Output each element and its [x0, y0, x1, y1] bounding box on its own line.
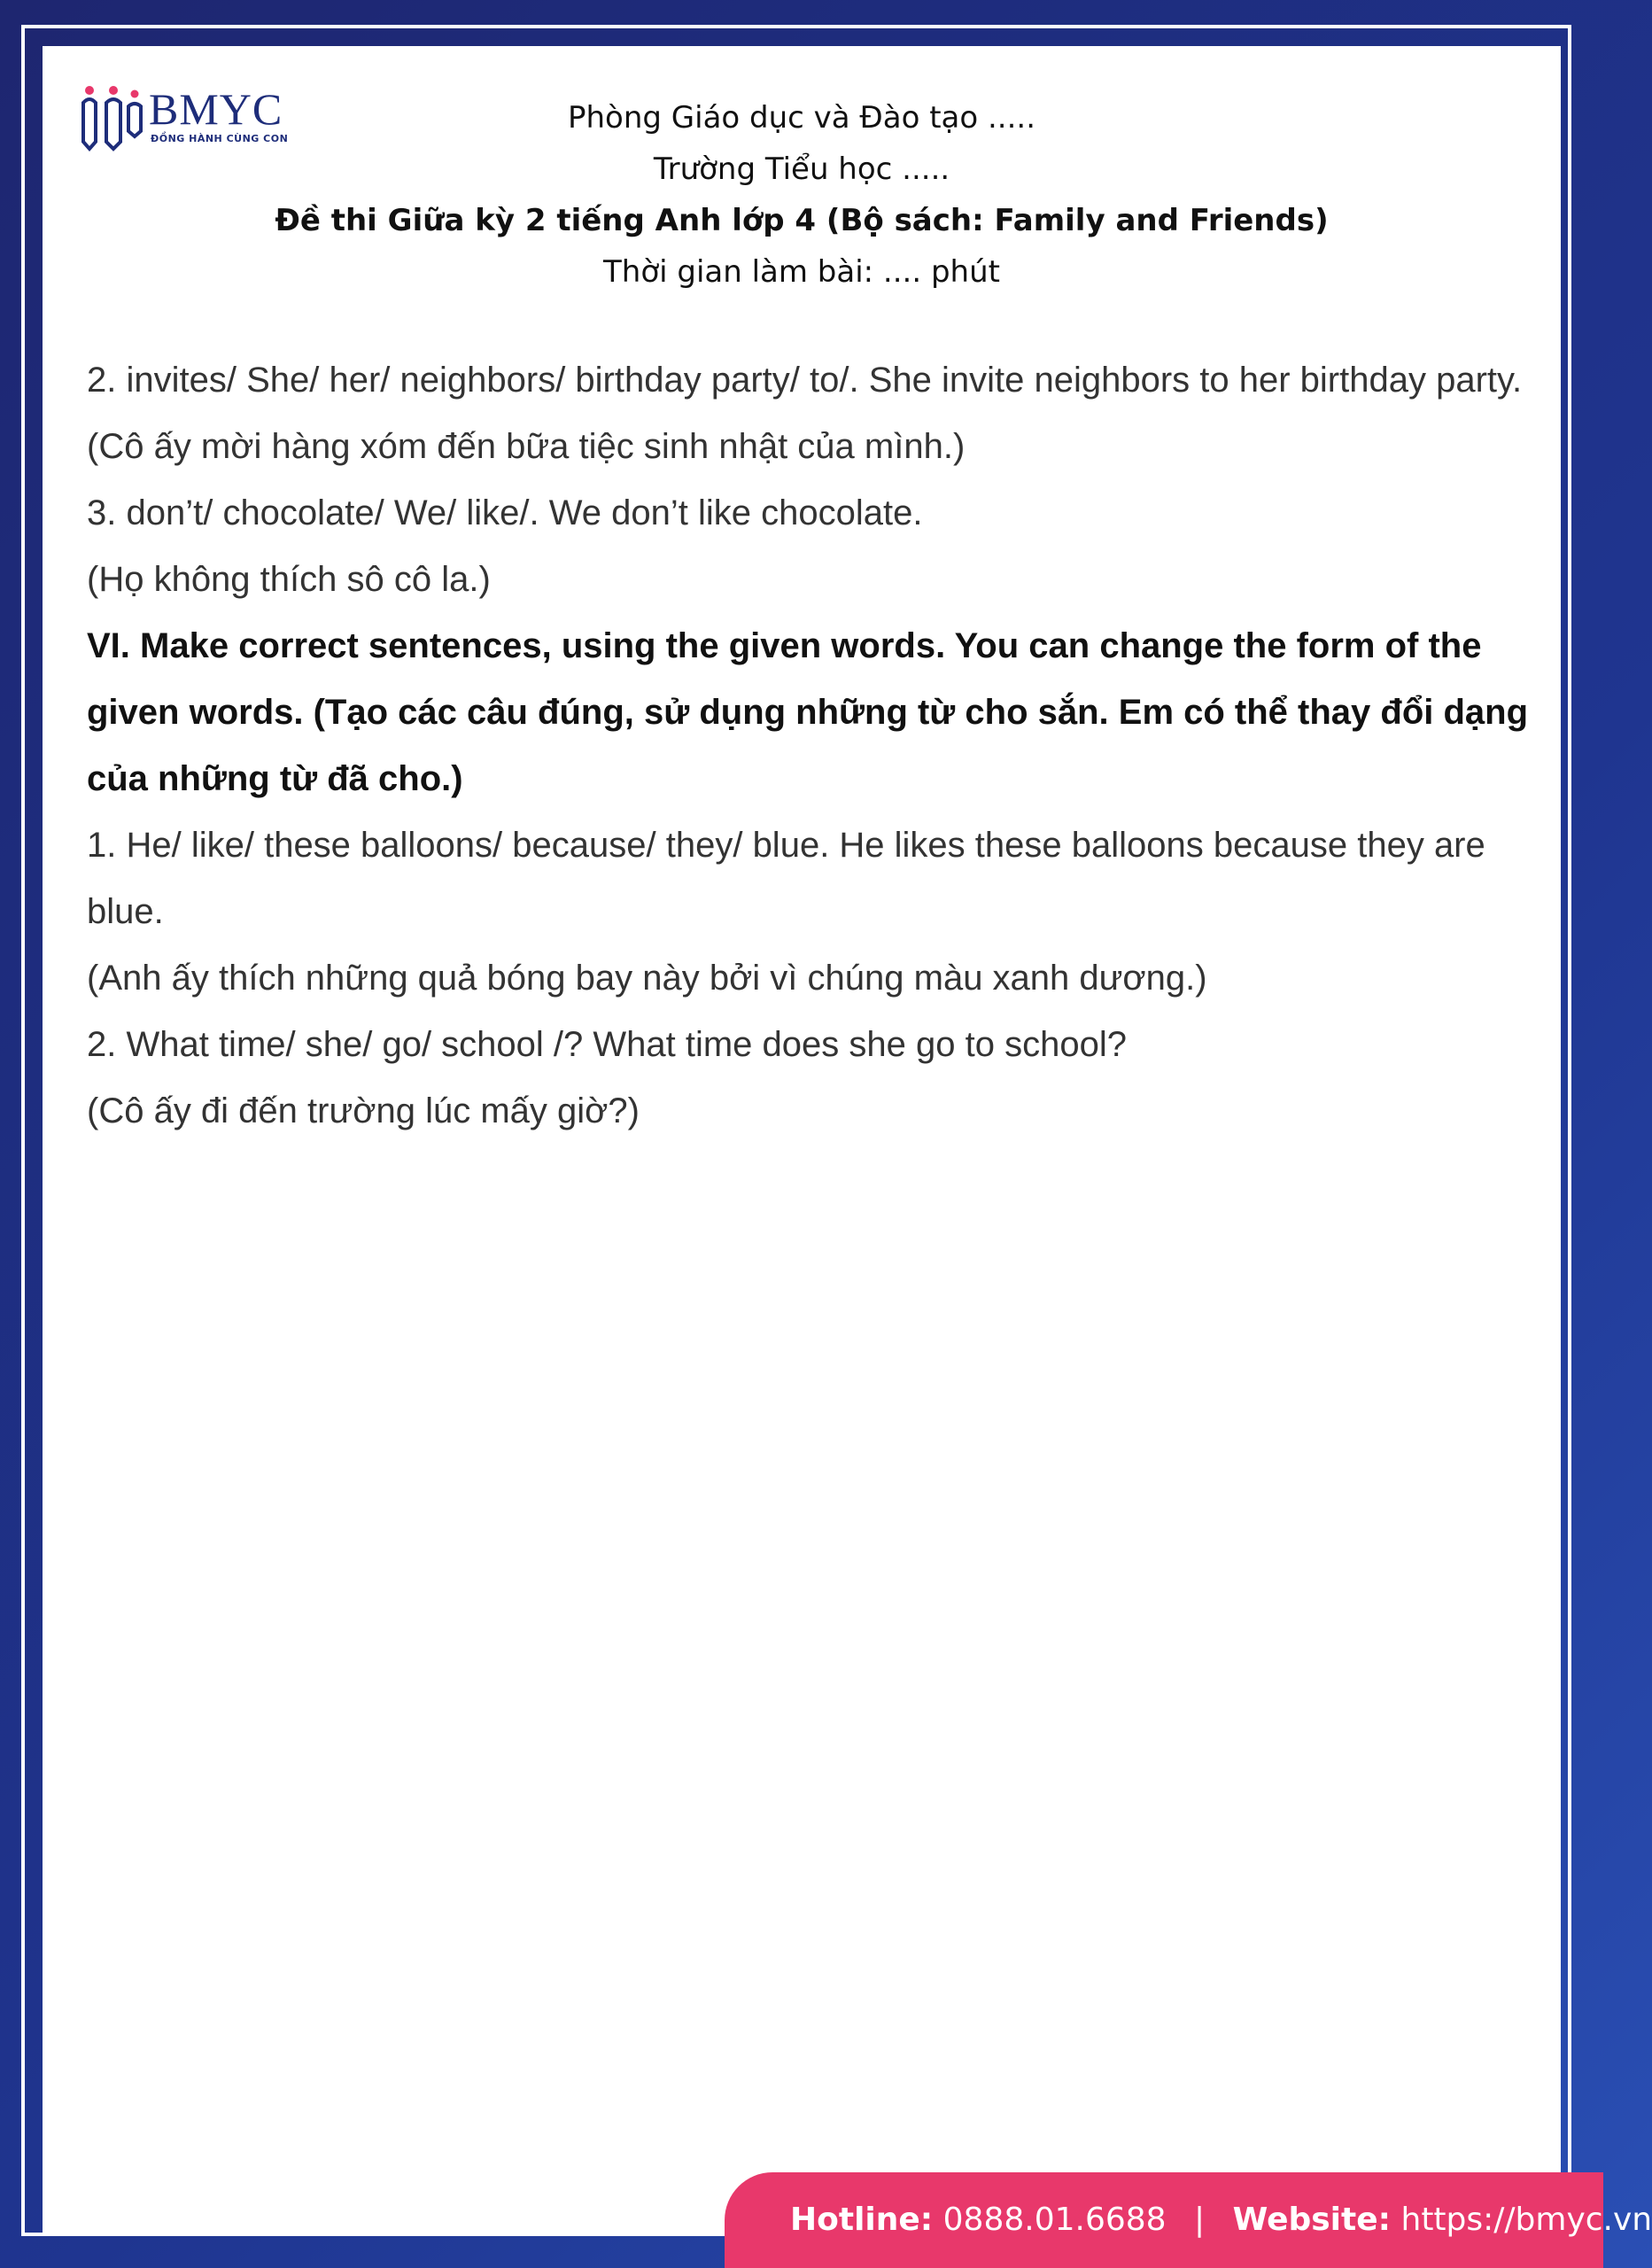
website-link[interactable]: https://bmyc.vn — [1400, 2202, 1652, 2238]
answer-line: 2. What time/ she/ go/ school /? What time does she go to school? — [87, 1025, 1127, 1064]
header-duration: Thời gian làm bài: .... phút — [603, 254, 1000, 290]
translation-line: (Họ không thích sô cô la.) — [87, 560, 491, 599]
section-heading: VI. Make correct sentences, using the given words. You can change the form of the given words. (Tạo các câu đúng, sử dụng những từ cho sắn. Em có thể thay đổi dạng của những từ đã cho.) — [87, 626, 1529, 798]
logo-tagline: ĐỒNG HÀNH CÙNG CON — [151, 133, 289, 144]
document-page — [43, 46, 1561, 2233]
translation-line: (Anh ấy thích những quả bóng bay này bởi vì chúng màu xanh dương.) — [87, 959, 1207, 998]
answer-line: 3. don’t/ chocolate/ We/ like/. We don’t like chocolate. — [87, 493, 923, 532]
document-body — [87, 347, 1540, 1145]
document-header — [43, 92, 1561, 298]
website-label: Website: — [1232, 2202, 1392, 2238]
contact-footer — [725, 2172, 1652, 2268]
translation-line: (Cô ấy mời hàng xóm đến bữa tiệc sinh nhật của mình.) — [87, 427, 966, 466]
header-exam-title: Đề thi Giữa kỳ 2 tiếng Anh lớp 4 (Bộ sách: Family and Friends) — [275, 203, 1329, 238]
logo-wordmark: BMYC — [149, 84, 283, 134]
hotline-label: Hotline: — [790, 2202, 934, 2238]
footer-separator: | — [1194, 2202, 1206, 2238]
header-department: Phòng Giáo dục và Đào tạo ..... — [567, 100, 1036, 136]
answer-line: 2. invites/ She/ her/ neighbors/ birthday party/ to/. She invite neighbors to her birthday party. — [87, 361, 1523, 400]
header-school: Trường Tiểu học ..... — [653, 151, 950, 187]
translation-line: (Cô ấy đi đến trường lúc mấy giờ?) — [87, 1091, 640, 1130]
answer-line: 1. He/ like/ these balloons/ because/ they/ blue. He likes these balloons because they are blue. — [87, 826, 1485, 931]
hotline-number: 0888.01.6688 — [942, 2202, 1167, 2238]
